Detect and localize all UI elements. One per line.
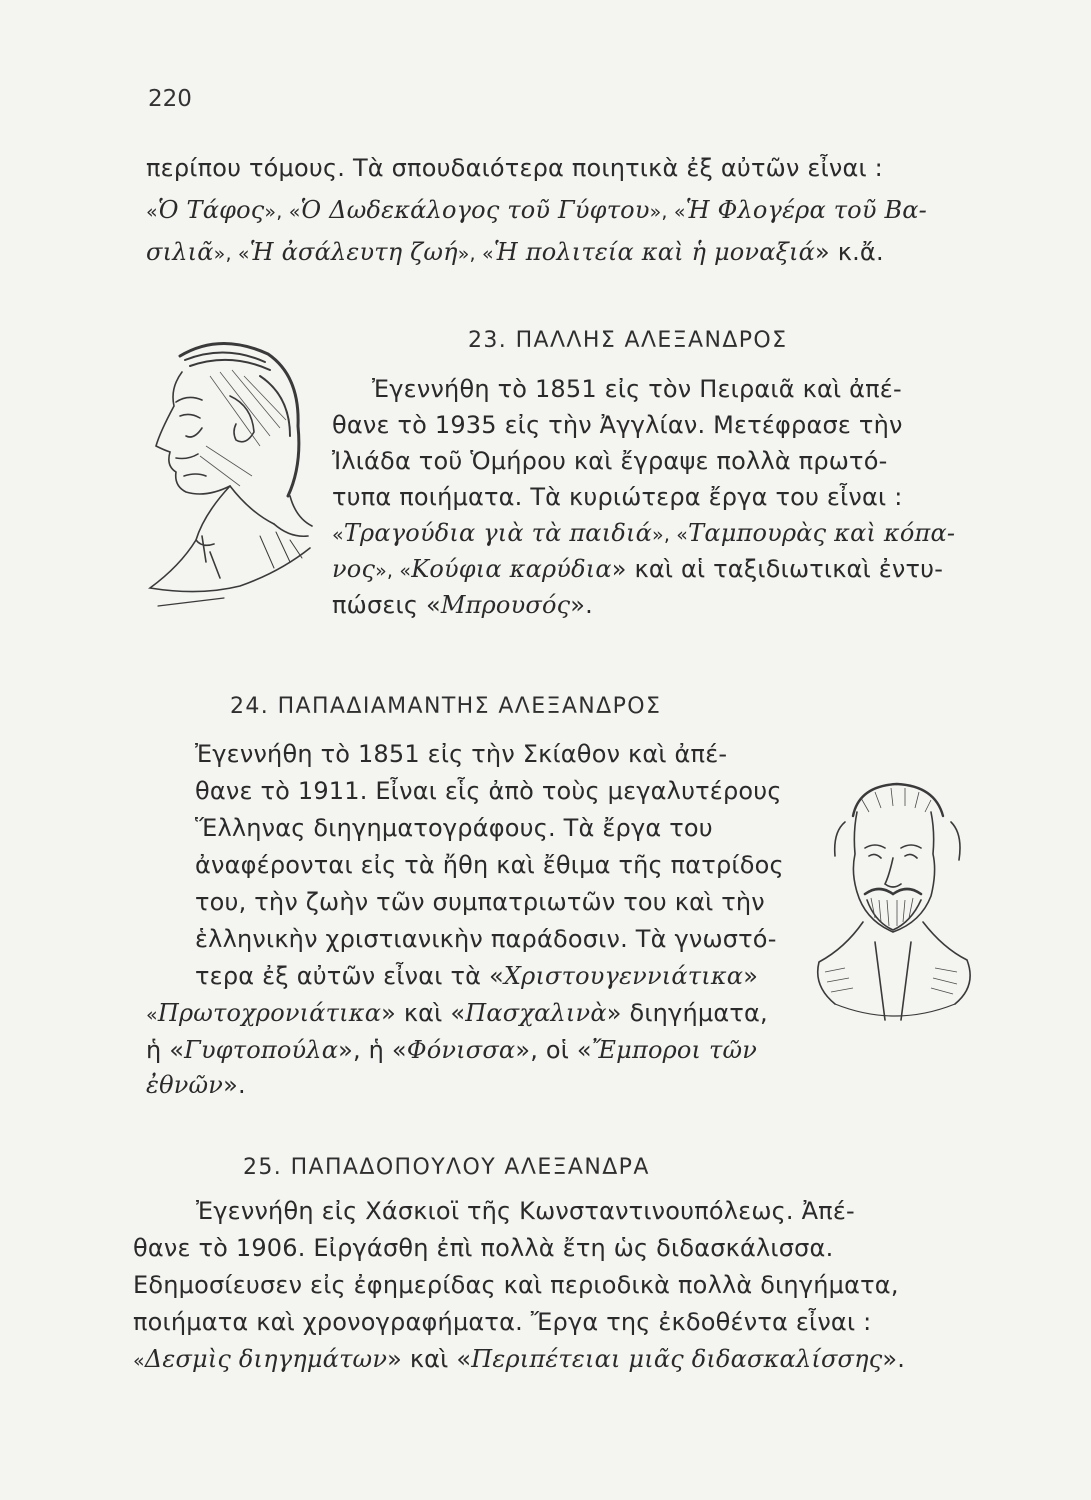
section-25-heading: 25. ΠΑΠΑΔΟΠΟΥΛΟΥ ΑΛΕΞΑΝΔΡΑ xyxy=(243,1155,650,1180)
s23-line-7: πώσεις «Μπρουσός». xyxy=(332,591,593,619)
work-title: Δεσμὶς διηγημάτων xyxy=(144,1345,388,1373)
s23-line-3: Ἰλιάδα τοῦ Ὁμήρου καὶ ἔγραψε πολλὰ πρωτό- xyxy=(332,447,888,475)
work-title: Ὁ Δωδεκάλογος τοῦ Γύφτου xyxy=(300,196,650,224)
s23-line-4: τυπα ποιήματα. Τὰ κυριώτερα ἔργα του εἶναι : xyxy=(332,483,903,511)
work-title: Μπρουσός xyxy=(440,591,571,619)
s23-line-2: θανε τὸ 1935 εἰς τὴν Ἀγγλίαν. Μετέφρασε τὴν xyxy=(332,411,903,439)
section-23-heading: 23. ΠΑΛΛΗΣ ΑΛΕΞΑΝΔΡΟΣ xyxy=(468,328,788,353)
work-title: Ὁ Τάφος xyxy=(157,196,265,224)
portrait-papadiamantis xyxy=(805,772,983,1022)
s25-line-1: Ἐγεννήθη εἰς Χάσκιοϊ τῆς Κωνσταντινουπόλεως. Ἀπέ- xyxy=(196,1197,855,1225)
section-24-heading: 24. ΠΑΠΑΔΙΑΜΑΝΤΗΣ ΑΛΕΞΑΝΔΡΟΣ xyxy=(230,694,662,719)
work-title: Φόνισσα xyxy=(406,1036,516,1064)
work-title: Κούφια καρύδια xyxy=(411,555,612,583)
s24-line-1: Ἐγεννήθη τὸ 1851 εἰς τὴν Σκίαθον καὶ ἀπέ- xyxy=(195,740,728,768)
work-title: Ταμπουρὰς καὶ κόπα- xyxy=(688,519,956,547)
s23-line-1: Ἐγεννήθη τὸ 1851 εἰς τὸν Πειραιᾶ καὶ ἀπέ- xyxy=(372,375,902,403)
s25-line-2: θανε τὸ 1906. Εἰργάσθη ἐπὶ πολλὰ ἔτη ὡς διδασκάλισσα. xyxy=(133,1234,834,1262)
work-title: Χριστουγεννιάτικα xyxy=(503,962,744,990)
s24-line-4: ἀναφέρονται εἰς τὰ ἤθη καὶ ἔθιμα τῆς πατρίδος xyxy=(195,851,784,879)
work-title: Ἔμποροι τῶν xyxy=(591,1036,758,1064)
s24-line-7: τερα ἐξ αὐτῶν εἶναι τὰ «Χριστουγεννιάτικα» xyxy=(195,962,759,990)
s25-line-3: Εδημοσίευσεν εἰς ἐφημερίδας καὶ περιοδικὰ πολλὰ διηγήματα, xyxy=(133,1271,899,1299)
work-title: Ἡ πολιτεία καὶ ἡ μοναξιά xyxy=(493,238,816,266)
work-title: ἐθνῶν xyxy=(146,1071,224,1099)
intro-line-3: σιλιᾶ», «Ἡ ἀσάλευτη ζωή», «Ἡ πολιτεία καὶ ἡ μοναξιά» κ.ἄ. xyxy=(146,238,884,266)
work-title: Τραγούδια γιὰ τὰ παιδιά xyxy=(343,519,652,547)
s24-line-2: θανε τὸ 1911. Εἶναι εἷς ἀπὸ τοὺς μεγαλυτέρους xyxy=(195,777,782,805)
work-title: Ἡ Φλογέρα τοῦ Βα- xyxy=(685,196,927,224)
s25-line-4: ποιήματα καὶ χρονογραφήματα. Ἔργα της ἐκδοθέντα εἶναι : xyxy=(133,1308,872,1336)
s24-line-5: του, τὴν ζωὴν τῶν συμπατριωτῶν του καὶ τὴν xyxy=(195,888,765,916)
s24-line-9: ἡ «Γυφτοπούλα», ἡ «Φόνισσα», οἱ «Ἔμποροι τῶν xyxy=(146,1036,758,1064)
work-title: νος xyxy=(332,555,376,583)
s24-line-3: Ἕλληνας διηγηματογράφους. Τὰ ἔργα του xyxy=(195,814,713,842)
work-title: Πασχαλινὰ xyxy=(465,999,607,1027)
intro-line-2: «Ὁ Τάφος», «Ὁ Δωδεκάλογος τοῦ Γύφτου», «Ἡ Φλογέρα τοῦ Βα- xyxy=(146,196,927,224)
s25-line-5: «Δεσμὶς διηγημάτων» καὶ «Περιπέτειαι μιᾶς διδασκαλίσσης». xyxy=(133,1345,906,1373)
work-title: σιλιᾶ xyxy=(146,238,214,266)
work-title: Περιπέτειαι μιᾶς διδασκαλίσσης xyxy=(471,1345,883,1373)
s24-line-6: ἑλληνικὴν χριστιανικὴν παράδοσιν. Τὰ γνωστό- xyxy=(195,925,777,953)
intro-line-1: περίπου τόμους. Τὰ σπουδαιότερα ποιητικὰ ἐξ αὐτῶν εἶναι : xyxy=(146,154,883,182)
work-title: Ἡ ἀσάλευτη ζωή xyxy=(249,238,458,266)
page-number: 220 xyxy=(148,86,192,112)
portrait-pallis xyxy=(140,336,315,611)
work-title: Πρωτοχρονιάτικα xyxy=(157,999,382,1027)
s23-line-6: νος», «Κούφια καρύδια» καὶ αἱ ταξιδιωτικαὶ ἐντυ- xyxy=(332,555,944,583)
work-title: Γυφτοπούλα xyxy=(184,1036,339,1064)
s24-line-10: ἐθνῶν». xyxy=(146,1071,246,1099)
s23-line-5: «Τραγούδια γιὰ τὰ παιδιά», «Ταμπουρὰς καὶ κόπα- xyxy=(332,519,956,547)
s24-line-8: «Πρωτοχρονιάτικα» καὶ «Πασχαλινὰ» διηγήματα, xyxy=(146,999,768,1027)
